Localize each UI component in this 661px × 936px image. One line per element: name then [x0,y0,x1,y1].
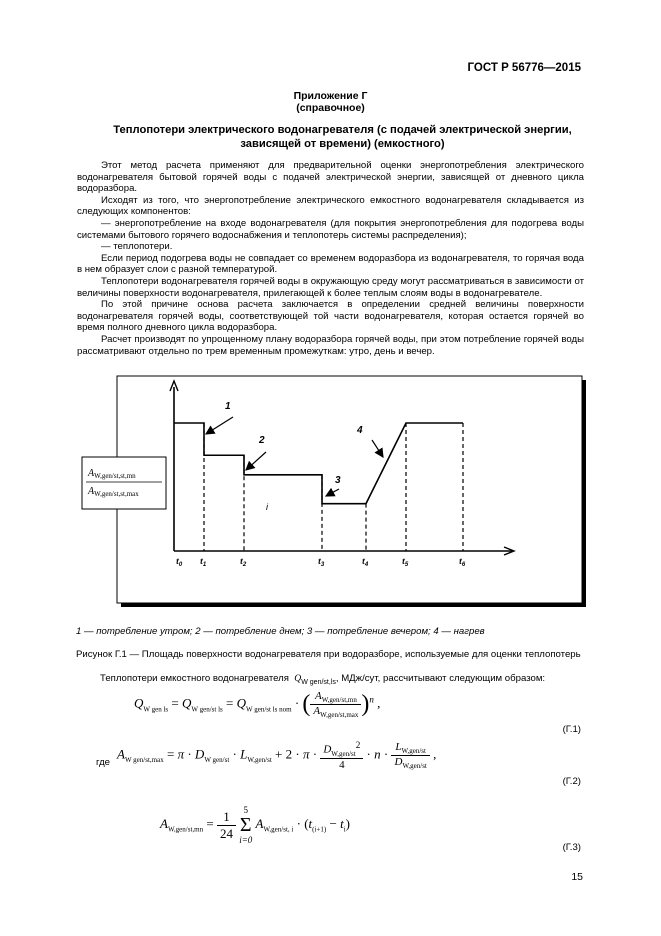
eq2-fraction-1 [320,740,363,771]
eq2-fnum-sub: W,gen/st [331,749,356,758]
eq3-sum-bot: i=0 [239,835,253,845]
equation-g2: $A_{W gen/st,max} = \pi \cdot D_{W gen/st} \cdot L_{W,gen/st} + 2 \cdot \pi$ · $\frac{D_{W,gen/st}^2}{4}$ · n · $\frac{L_{W,gen/st}}{D_{W,gen/st}}$ , [117,740,437,771]
eq1-q3: Q [236,695,246,711]
figure-legend: 1 — потребление утром; 2 — потребление днем; 3 — потребление вечером; 4 — нагрев [76,626,485,637]
eq2-lhs: A [117,746,125,762]
marker-3: 3 [335,475,341,486]
eq2-d: D [194,746,205,762]
eq2-rden-sub: W,gen/st [402,762,427,771]
eq2-fraction-2 [391,741,429,770]
eq2-n: n [374,746,381,762]
time-label-t1: $t_1$ [200,556,207,568]
eq1-q2: Q [182,695,192,711]
standard-header: ГОСТ Р 56776—2015 [467,62,581,74]
eq2-two: 2 [285,746,293,762]
paragraph: — теплопотери. [101,241,173,253]
eq3-one: 1 [217,809,236,826]
marker-4: 4 [357,425,363,436]
eq3-fraction [217,809,236,842]
time-label-t6: $t_6$ [459,556,466,568]
eq1-exponent: n [369,694,374,705]
eq1-num-sub: W,gen/st,mn [321,696,357,705]
eq1-den-sub: W,gen/st,max [320,711,359,720]
intro-text: Теплопотери емкостного водонагревателя [100,673,289,684]
time-label-t2: $t_2$ [240,556,247,568]
eq3-lhs: A [160,815,168,831]
eq3-sigma: Σ [239,814,252,836]
eq1-number: (Г.1) [562,724,581,735]
page-number: 15 [571,871,583,883]
intro-symbol-sub: W gen/st,ls [301,678,336,686]
eq1-den: A [313,705,321,718]
eq1-num: A [314,690,322,702]
appendix-type: (справочное) [296,102,365,114]
ratio-denominator: $A_{W,gen/st,st,max}$ [88,486,139,498]
ratio-box [82,457,166,509]
intro-line [100,673,545,686]
eq3-lhs-sub: W,gen/st,mn [167,825,204,834]
marker-2: 2 [259,435,265,446]
eq3-t1: t [308,815,313,831]
eq1-q1: Q [134,695,144,711]
eq1-fraction [310,690,361,719]
paragraph: По этой причине основа расчета заключается в определении средней величины поверхности водонагревателя горячей воды, соответствующей той части водонагревателя, которая остается горячей во время полного дневного цикла водоразбора. [77,299,584,334]
figure-caption: Рисунок Г.1 — Площадь поверхности водонагревателя при водоразборе, используемые для оценки теплопотерь [76,649,581,660]
eq2-pi-2: π [302,746,310,762]
eq3-sum-top: 5 [243,805,248,815]
eq2-fden: 4 [339,758,345,771]
eq2-rnum-sub: W,gen/st [401,746,426,755]
paragraph: Теплопотери водонагревателя горячей воды в окружающую среду могут рассматриваться в зависимости от величины поверхности водонагревателя, прилегающей к более теплым слоям воды в водонагревателе. [77,275,584,299]
appendix-title: Приложение Г [293,90,368,102]
time-label-t3: $t_3$ [318,556,325,568]
paragraph: Расчет производят по упрощенному плану водоразбора горячей воды, при этом потребление горячей воды рассматривают отдельно по трем временным промежуткам: утро, день и вечер. [77,333,584,357]
eq2-rden: D [394,755,403,768]
eq3-t2: t [340,815,344,831]
eq3-t1-sub: (i+1) [312,825,327,834]
eq2-l-sub: W,gen/st [247,756,272,764]
marker-1: 1 [225,401,231,412]
section-title: Теплопотери электрического водонагревателя (с подачей электрической энергии, зависящей от времени) (емкостного) [113,124,572,150]
where-label: где [96,757,111,768]
time-label-t5: $t_5$ [402,556,409,568]
paragraph: Этот метод расчета применяют для предварительной оценки энергопотребления электрического водонагревателя бытовой горячей воды с подачей электрической энергии, зависящей от дневного цикла водоразбора. [77,160,584,195]
eq1-q3-sub: W gen/st ls nom [246,705,292,714]
eq3-a-sub: W,gen/st, i [263,825,294,834]
eq2-rnum: L [395,740,402,753]
eq2-number: (Г.2) [562,776,581,787]
time-label-t0: $t_0$ [176,556,183,568]
eq2-fexp: 2 [355,740,361,750]
eq3-t2-sub: i [343,825,346,834]
intro-symbol: Q [294,673,302,684]
eq1-q1-sub: W gen ls [143,705,169,714]
eq3-number: (Г.3) [562,842,581,853]
equation-g1: $Q_{W gen ls} = Q_{W gen/st ls} = Q_{W gen/st ls nom}$ · ( $\frac{A_{W,gen/st,mn}}{A_{W,gen/st,max}}$ )$^n$ , [134,690,381,720]
eq1-q2-sub: W gen/st ls [191,705,223,714]
paragraph: Исходят из того, что энергопотребление электрического емкостного водонагревателя складывается из следующих компонентов: [77,194,584,218]
time-label-t4: $t_4$ [362,556,369,568]
paragraph: Если период подогрева воды не совпадает со временем водоразбора из водонагревателя, то горячая вода в нем образует слои с разной температурой. [77,252,584,276]
intro-tail: , МДж/сут, рассчитывают следующим образом: [335,673,546,684]
eq3-a: A [255,815,264,831]
figure-frame [117,376,582,603]
eq2-d-sub: W gen/st [204,756,230,764]
eq3-sum [239,805,252,845]
eq2-l: L [240,746,248,762]
equation-g3: $A_{W,gen/st,mn}$ = $\frac{1}{24}$ 5 Σ i=0 $A_{W,gen/st, i} \cdot (t_{(i+1)} - t_i)$ [160,805,350,845]
eq2-fnum: D [323,743,332,756]
ratio-numerator: $A_{W,gen/st,st,mn}$ [88,468,136,480]
eq2-lhs-sub: W gen/st,max [124,756,164,764]
eq3-24: 24 [219,825,233,841]
inner-label: i [266,502,268,512]
paragraph: — энергопотребление на входе водонагревателя (для покрытия энергопотребления для подогрева воды системами бытового горячего водоснабжения и теплопотерь системы распределения); [77,217,584,241]
eq2-pi: π [177,746,185,762]
